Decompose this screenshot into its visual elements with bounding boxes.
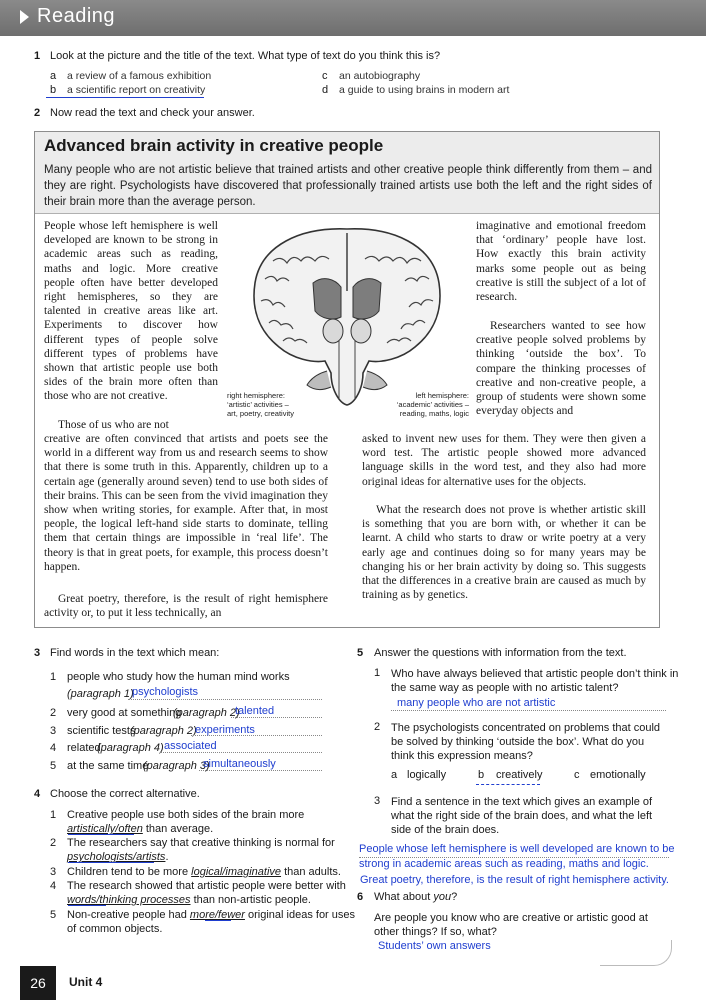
ex4-item-5-mark [205, 919, 231, 921]
ex4-item-4-mark [68, 904, 106, 906]
ex6-question: Are people you know who are creative or artistic good at other things? If so, what? [374, 912, 648, 938]
ex5-q2-option-c[interactable]: emotionally [590, 769, 646, 781]
ex4-item-3-choice[interactable]: logical/imaginative [191, 866, 282, 878]
ex4-instruction: Choose the correct alternative. [50, 788, 200, 800]
ex1-option-d: a guide to using brains in modern art [339, 84, 510, 96]
ex4-item-3-text-end: than adults. [281, 866, 341, 878]
section-title: Reading [37, 5, 116, 27]
page-number: 26 [20, 966, 56, 1000]
page-footer [0, 966, 706, 1000]
ex5-q3-answer-1[interactable]: People whose left hemisphere is well developed are known to be strong in academic areas such as reading, maths and logic. [359, 843, 675, 870]
ex3-item-4-text: related [67, 742, 101, 754]
ex1-option-d-letter: d [322, 84, 329, 96]
ex4-item-1-mark [68, 833, 134, 835]
article-col2-para3: What the research does not prove is whether artistic skill is something that you are born with, or whether it can be learnt. A child who starts to draw or write poetry at a very early age and continues doing so for many years may be changing his or her brain activity by doing so. This suggests that the differences in a creative brain are caused as much by training as by genetics. [362, 504, 646, 602]
article-title: Advanced brain activity in creative people [44, 136, 384, 155]
ex5-q2-answer-mark [476, 783, 540, 785]
ex3-item-5-ref: (paragraph 3) [143, 760, 210, 772]
right-hemisphere-label-1: right hemisphere: [227, 391, 285, 400]
left-hemisphere-label-3: reading, maths, logic [399, 409, 469, 418]
section-header [0, 0, 706, 36]
article-col1-para2: creative are often convinced that artists and poets see the world in a different way from us and research seems to show that there is some truth in this. Apparently, children up to a certain age (generally around seven) tend to use both sides of their brains. This can be seen from the vivid imagination they show when writing stories, for example. After that, in most people, the logical left-hand side starts to dominate, telling them that certain things are impossible in ‘real life’. The theory is that in great poets, for example, this process doesn’t happen. [44, 433, 328, 573]
ex4-item-3-number: 3 [50, 866, 57, 878]
ex3-item-3-text: scientific tests [67, 725, 136, 737]
ex4-item-1-text: Creative people use both sides of the brain more [67, 809, 305, 821]
ex5-q2-number: 2 [374, 721, 381, 733]
ex1-question: Look at the picture and the title of the text. What type of text do you think this is? [50, 50, 441, 62]
ex4-item-2-mark [68, 861, 154, 863]
ex3-item-4-answer[interactable]: associated [164, 740, 217, 752]
article-col1-para1: People whose left hemisphere is well developed are known to be strong in academic areas such as reading, maths and logic. More creative people often have better developed right hemispheres, so they are talented in creative areas like art. Experiments to discover how different types of people solve different types of problems have shown that artistic people use both sides of the brain more often than those who are not creative. [44, 220, 218, 403]
ex4-item-2-choice[interactable]: psychologists/artists [67, 851, 166, 863]
ex3-item-3-number: 3 [50, 725, 57, 737]
ex3-item-1-answer[interactable]: psychologists [132, 686, 199, 698]
ex5-q3-text: Find a sentence in the text which gives an example of what the right side of the brain does, and what the left side of the brain does. [391, 796, 653, 836]
ex3-item-2-number: 2 [50, 707, 57, 719]
ex4-item-2-text: The researchers say that creative thinking is normal for [67, 837, 335, 849]
ex3-item-5-text: at the same time [67, 760, 149, 772]
article-lead: Many people who are not artistic believe that trained artists and other creative people think differently from them – and they are right. Psychologists have discovered that professionally trained artists use both the left and the right sides of their brain more than the average person. [44, 164, 652, 208]
ex4-number: 4 [34, 788, 41, 800]
ex5-q2-option-a[interactable]: logically [407, 769, 447, 781]
ex6-prompt-emphasis: you [433, 891, 452, 903]
right-hemisphere-label-2: ‘artistic’ activities – [227, 400, 289, 409]
ex1-number: 1 [34, 50, 41, 62]
ex4-item-5-choice[interactable]: more/fewer [189, 909, 245, 921]
unit-label: Unit 4 [69, 975, 103, 989]
ex4-item-3-text: Children tend to be more [67, 866, 192, 878]
ex1-option-a-letter: a [50, 70, 57, 82]
ex3-item-5-number: 5 [50, 760, 57, 772]
ex4-item-5-number: 5 [50, 909, 57, 921]
article-col1-para2-start: Those of us who are not [58, 419, 169, 431]
page-corner [600, 940, 672, 966]
ex5-q3-number: 3 [374, 795, 381, 807]
ex1-option-c: an autobiography [339, 70, 421, 82]
ex2-instruction: Now read the text and check your answer. [50, 107, 255, 119]
ex1-option-a: a review of a famous exhibition [67, 70, 212, 82]
ex3-item-1-number: 1 [50, 671, 57, 683]
article-col1-para3: Great poetry, therefore, is the result of right hemisphere activity or, to put it less technically, an [44, 593, 328, 620]
ex3-item-2-text: very good at something [67, 707, 182, 719]
ex3-item-3-answer[interactable]: experiments [195, 724, 255, 736]
ex3-item-2-answer[interactable]: talented [235, 705, 275, 717]
ex4-item-4-number: 4 [50, 880, 57, 892]
ex6-number: 6 [357, 891, 364, 903]
ex5-q3-line [359, 856, 669, 858]
ex5-q2-option-b[interactable]: creatively [496, 769, 543, 781]
ex4-item-2-number: 2 [50, 837, 57, 849]
ex6-prompt-end: ? [451, 891, 458, 903]
ex1-option-b: a scientific report on creativity [67, 84, 206, 96]
ex5-q1-text: Who have always believed that artistic people don’t think in the same way as people with no artistic talent? [391, 668, 679, 694]
ex1-option-c-letter: c [322, 70, 328, 82]
left-hemisphere-label-2: ‘academic’ activities – [396, 400, 469, 409]
ex3-item-4-number: 4 [50, 742, 57, 754]
ex4-item-5-text: Non-creative people had [67, 909, 190, 921]
ex5-q1-number: 1 [374, 667, 381, 679]
ex5-q2-text: The psychologists concentrated on problems that could be solved by thinking ‘outside the box’. What do you think this expression means? [391, 722, 661, 762]
ex6-prompt: What about [374, 891, 434, 903]
ex4-item-1-text-end: than average. [142, 823, 214, 835]
ex5-q2-option-c-letter: c [574, 769, 580, 781]
ex4-item-4-text-end: than non-artistic people. [190, 894, 311, 906]
ex6-answer[interactable]: Students’ own answers [378, 940, 491, 952]
right-hemisphere-label-3: art, poetry, creativity [227, 409, 294, 418]
ex3-item-5-answer[interactable]: simultaneously [203, 758, 276, 770]
ex3-item-3-ref: (paragraph 2) [130, 725, 197, 737]
ex5-q3-answer-2[interactable]: Great poetry, therefore, is the result of right hemisphere activity. [360, 874, 669, 886]
ex3-item-2-ref: (paragraph 2) [173, 707, 240, 719]
ex3-item-1-ref: (paragraph 1) [67, 688, 134, 700]
brain-figure [221, 221, 473, 421]
ex5-q2-option-a-letter: a [391, 769, 398, 781]
article-col2-para2-cont: asked to invent new uses for them. They were then given a word test. The artistic people showed more advanced language skills in the word test, and they also had more original ideas for alternative uses for the objects. [362, 433, 646, 488]
ex5-instruction: Answer the questions with information from the text. [374, 647, 627, 659]
ex4-item-1-choice[interactable]: artistically/often [67, 823, 143, 835]
ex3-item-1-text: people who study how the human mind works [67, 671, 290, 683]
ex4-item-4-choice[interactable]: words/thinking processes [67, 894, 191, 906]
ex5-q2-option-b-letter: b [478, 769, 485, 781]
article-lead-box [35, 132, 659, 214]
ex2-number: 2 [34, 107, 41, 119]
ex4-item-1-number: 1 [50, 809, 57, 821]
ex3-number: 3 [34, 647, 41, 659]
article-col2-para2: Researchers wanted to see how creative people solved problems by thinking ‘outside the box’. To compare the thinking processes of creative and non-creative people, a group of students were shown some everyday objects and [476, 320, 646, 418]
ex4-item-5-text-end: of common objects. [67, 923, 163, 935]
ex3-item-4-ref: (paragraph 4) [97, 742, 164, 754]
ex5-q1-answer[interactable]: many people who are not artistic [397, 697, 556, 709]
article-col2-para1: imaginative and emotional freedom that ‘ordinary’ people have lost. How exactly this brain activity marks some people out as being creative is still the subject of a lot of research. [476, 220, 646, 304]
ex1-option-b-letter: b [50, 84, 57, 96]
ex5-number: 5 [357, 647, 364, 659]
play-triangle-icon [20, 10, 29, 24]
ex4-item-2-text-end: . [165, 851, 169, 863]
left-hemisphere-label-1: left hemisphere: [415, 391, 469, 400]
ex4-item-5-text-mid: original ideas for uses [244, 909, 356, 921]
ex3-instruction: Find words in the text which mean: [50, 647, 220, 659]
ex4-item-4-text: The research showed that artistic people were better with [67, 880, 346, 892]
